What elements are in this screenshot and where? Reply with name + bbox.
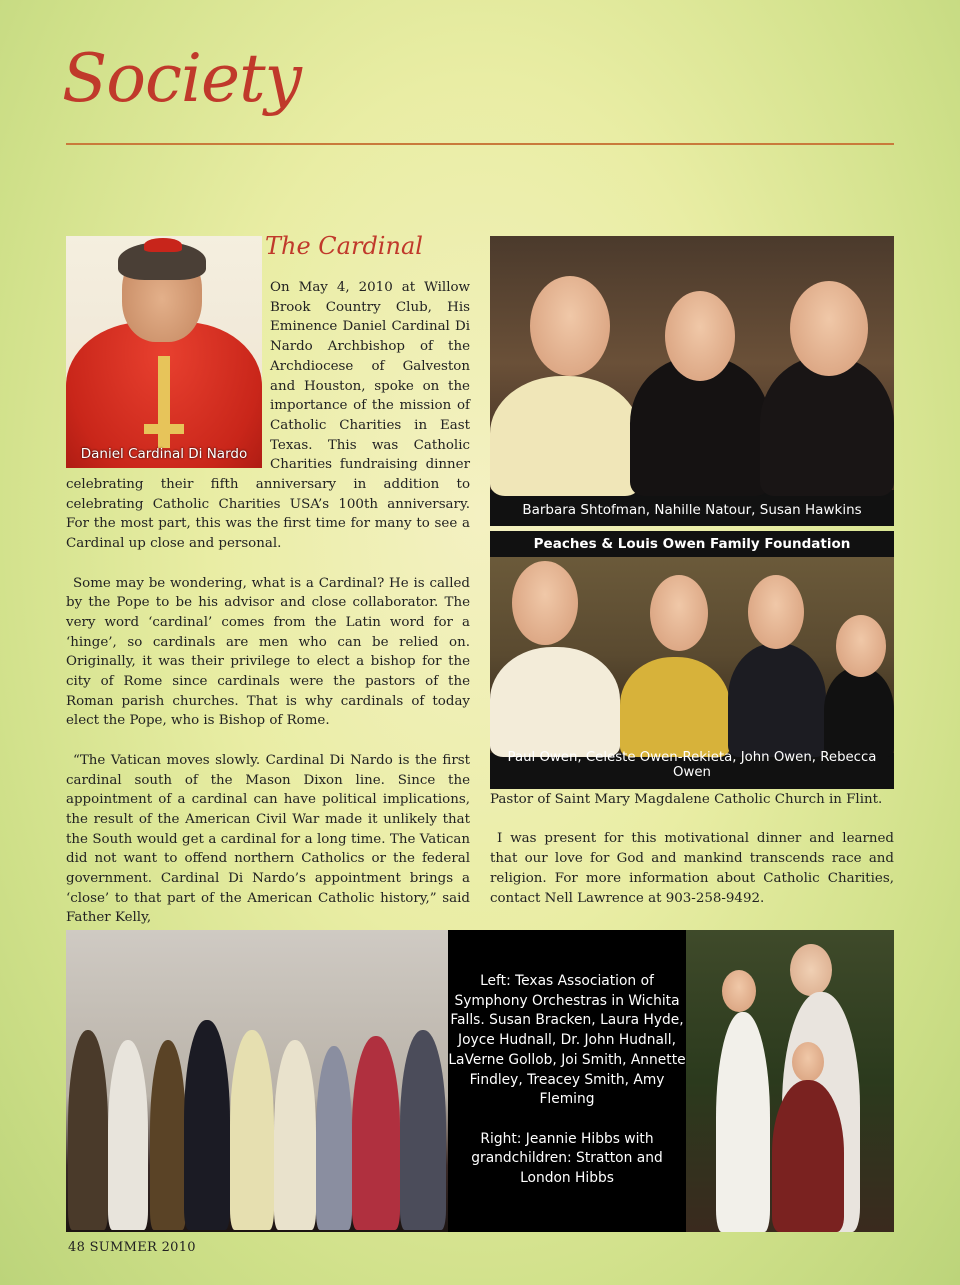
bottom-caption-box <box>448 930 686 1232</box>
article-title: The Cardinal <box>265 232 423 260</box>
caption-left-text: Left: Texas Association of Symphony Orchestras in Wichita Falls. Susan Bracken, Laura Hyde, Joyce Hudnall, Dr. John Hudnall, LaVerne Gollob, Joi Smith, Annette Findley, Treacey Smith, Amy Fleming <box>448 973 686 1108</box>
article-right-column <box>490 790 894 928</box>
photo-scene <box>490 557 894 753</box>
article-paragraph: On May 4, 2010 at Willow Brook Country Club, His Eminence Daniel Cardinal Di Nardo Archbishop of the Archdiocese of Galveston and Houston, spoke on the importance of the mission of Catholic Charities in East Texas. This was Catholic Charities fundraising dinner celebrating their fifth anniversary in addition to celebrating Catholic Charities USA’s 100th anniversary. For the most part, this was the first time for many to see a Cardinal up close and personal. <box>66 280 470 552</box>
zucchetto-shape <box>144 238 182 252</box>
family-foundation-caption: Paul Owen, Celeste Owen-Rekieta, John Owen, Rebecca Owen <box>507 750 877 780</box>
page-folio: 48 SUMMER 2010 <box>68 1240 196 1255</box>
caption-right-text: Right: Jeannie Hibbs with grandchildren: Stratton and London Hibbs <box>471 1130 663 1187</box>
article-paragraph: Some may be wondering, what is a Cardinal? He is called by the Pope to be his advisor and close collaborator. The very word ‘cardinal’ comes from the Latin word for a ‘hinge’, so cardinals are men who can be relied on. Originally, it was their privilege to elect a bishop for the city of Rome since cardinals were the pastors of the Roman parish churches. That is why cardinals of today elect the Pope, who is Bishop of Rome. <box>66 575 470 729</box>
photo-scene <box>490 236 894 490</box>
cardinal-photo-caption: Daniel Cardinal Di Nardo <box>80 446 248 462</box>
article-paragraph: Pastor of Saint Mary Magdalene Catholic Church in Flint. <box>490 792 883 807</box>
family-foundation-photo <box>490 531 894 789</box>
header-rule <box>66 143 894 145</box>
article-left-column <box>66 278 470 948</box>
article-paragraph: “The Vatican moves slowly. Cardinal Di Nardo is the first cardinal south of the Mason Dixon line. Since the appointment of a cardinal can have political implications, the result of the American Civil War made it unlikely that the South would get a cardinal for a long time. The Vatican did not want to offend northern Catholics or the federal government. Cardinal Di Nardo’s appointment brings a ‘close’ to that part of the American Catholic history,” said Father Kelly, <box>66 752 470 926</box>
hibbs-family-photo <box>686 930 894 1232</box>
guests-photo-caption: Barbara Shtofman, Nahille Natour, Susan Hawkins <box>522 502 862 518</box>
article-paragraph: I was present for this motivational dinner and learned that our love for God and mankind transcends race and religion. For more information about Catholic Charities, contact Nell Lawrence at 903-258-9492. <box>490 831 894 906</box>
symphony-group-photo <box>66 930 448 1232</box>
family-foundation-banner: Peaches & Louis Owen Family Foundation <box>533 536 851 552</box>
magazine-section-title: Society <box>62 40 301 117</box>
guests-photo <box>490 236 894 526</box>
